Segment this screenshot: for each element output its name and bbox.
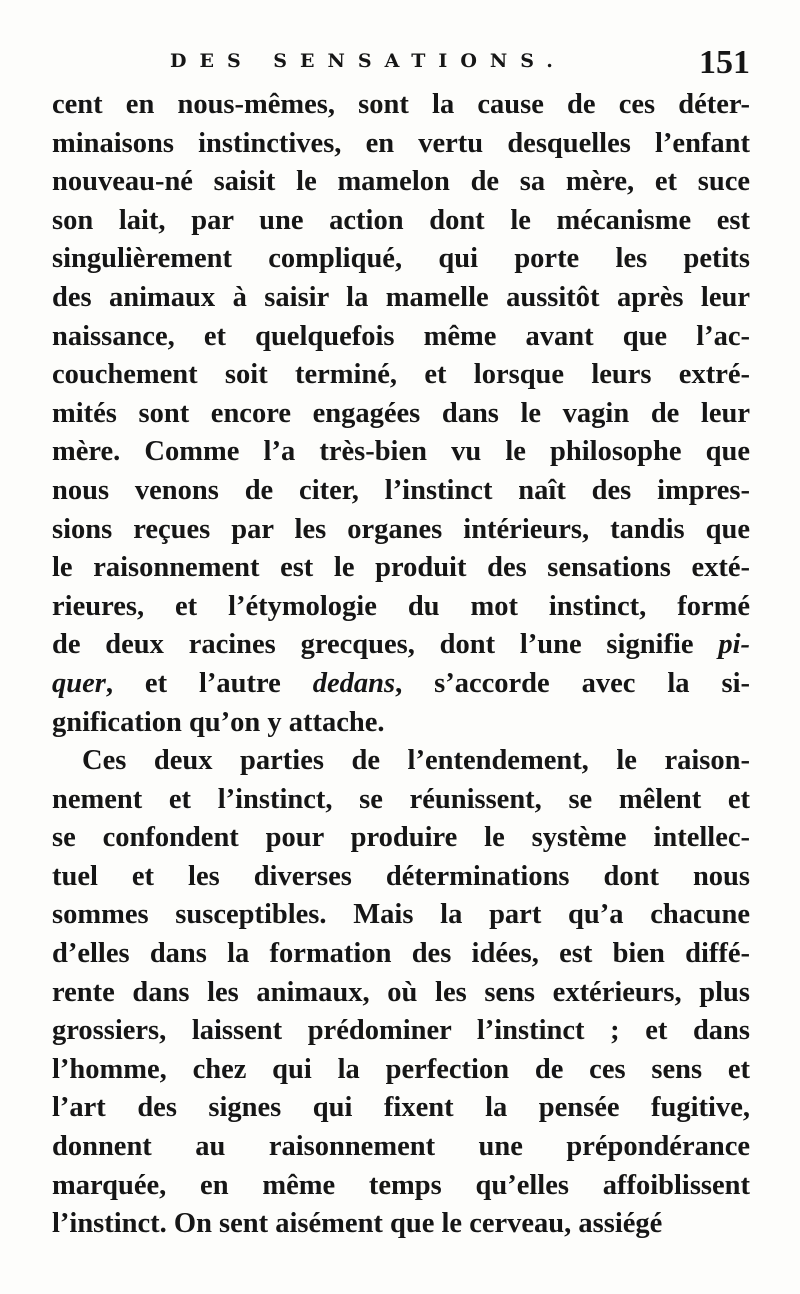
text-line: d’elles dans la formation des idées, est bien diffé- (52, 938, 750, 970)
text-line: Ces deux parties de l’entendement, le raison- (82, 745, 750, 777)
body-text (52, 86, 750, 1244)
text-line: l’instinct. On sent aisément que le cerveau, assiégé (52, 1208, 663, 1240)
text-line: de deux racines grecques, dont l’une signifie pi- (52, 629, 750, 661)
text-line: marquée, en même temps qu’elles affoiblissent (52, 1169, 750, 1201)
text-line: minaisons instinctives, en vertu desquelles l’enfant (52, 127, 750, 159)
text-line: nement et l’instinct, se réunissent, se mêlent et (52, 783, 750, 815)
text-line: nouveau-né saisit le mamelon de sa mère, et suce (52, 166, 750, 198)
text-line: tuel et les diverses déterminations dont nous (52, 860, 750, 892)
paragraph (52, 742, 750, 1244)
text-line: son lait, par une action dont le mécanisme est (52, 204, 750, 236)
text-line: l’art des signes qui fixent la pensée fugitive, (52, 1092, 750, 1124)
paragraph (52, 86, 750, 742)
running-head (52, 44, 750, 84)
text-line: quer, et l’autre dedans, s’accorde avec la si- (52, 667, 750, 699)
text-line: donnent au raisonnement une prépondérance (52, 1131, 750, 1163)
text-line: gnification qu’on y attache. (52, 706, 385, 738)
text-line: se confondent pour produire le système intellec- (52, 822, 750, 854)
running-title: DES SENSATIONS. (170, 50, 566, 72)
text-line: rente dans les animaux, où les sens extérieurs, plus (52, 976, 750, 1008)
text-line: rieures, et l’étymologie du mot instinct, formé (52, 590, 750, 622)
text-line: grossiers, laissent prédominer l’instinct ; et dans (52, 1015, 750, 1047)
page-number: 151 (699, 44, 750, 81)
text-line: l’homme, chez qui la perfection de ces sens et (52, 1053, 750, 1085)
text-line: cent en nous-mêmes, sont la cause de ces déter- (52, 89, 750, 120)
text-line: sions reçues par les organes intérieurs, tandis que (52, 513, 750, 545)
text-line: singulièrement compliqué, qui porte les petits (52, 243, 750, 275)
text-line: mère. Comme l’a très-bien vu le philosophe que (52, 436, 750, 468)
text-line: couchement soit terminé, et lorsque leurs extré- (52, 359, 750, 391)
text-line: nous venons de citer, l’instinct naît des impres- (52, 474, 750, 506)
text-line: sommes susceptibles. Mais la part qu’a chacune (52, 899, 750, 931)
text-line: le raisonnement est le produit des sensations exté- (52, 552, 750, 584)
text-line: des animaux à saisir la mamelle aussitôt après leur (52, 281, 750, 313)
text-line: mités sont encore engagées dans le vagin de leur (52, 397, 750, 429)
text-line: naissance, et quelquefois même avant que l’ac- (52, 320, 750, 352)
